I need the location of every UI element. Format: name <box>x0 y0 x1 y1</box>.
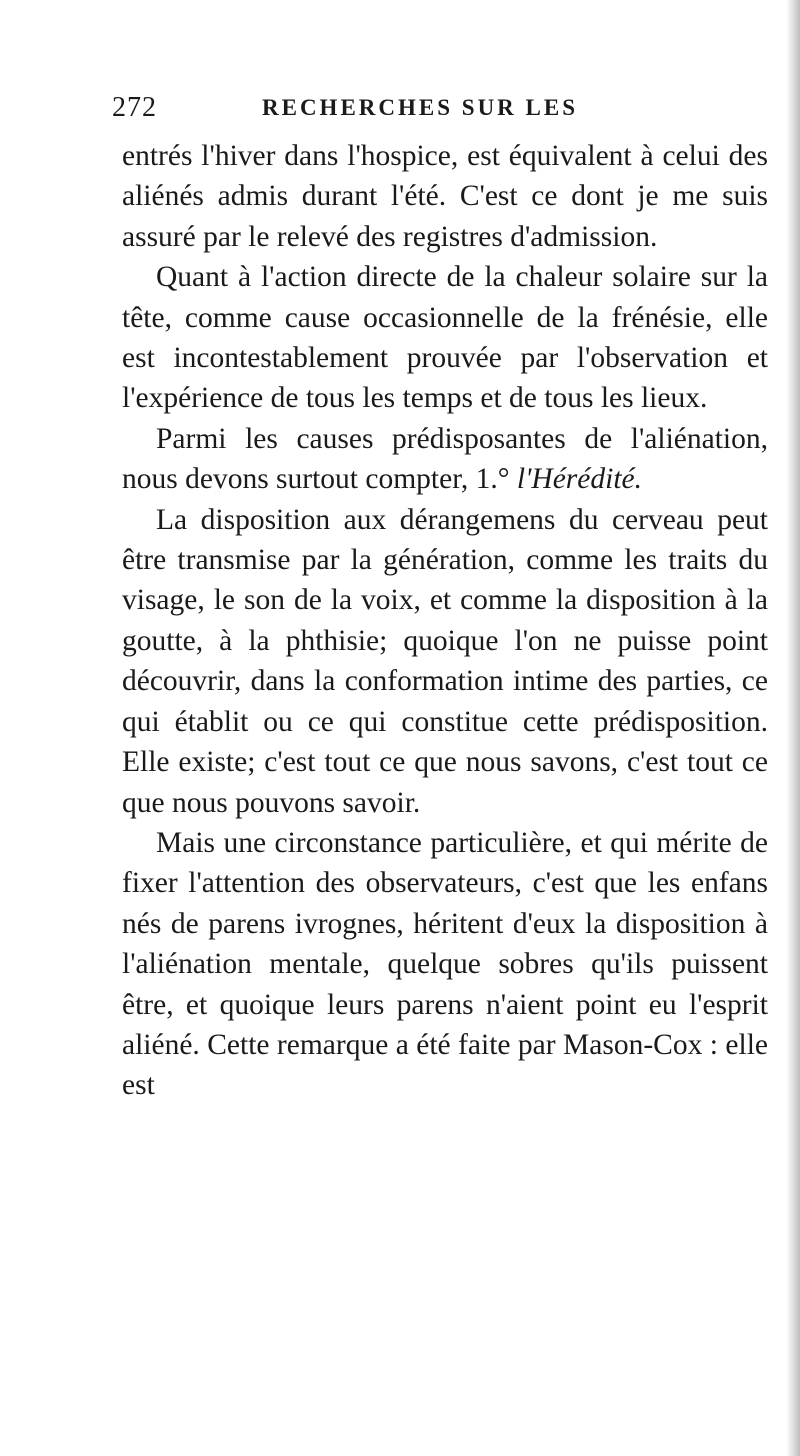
page-header <box>112 92 652 132</box>
paragraph-1-text: entrés l'hiver dans l'hospice, est équivalent à celui des aliénés admis durant l'été. C'est ce dont je me suis assuré par le relevé des registres d'admission. <box>122 140 768 253</box>
body-text <box>122 136 768 1106</box>
running-title: RECHERCHES SUR LES <box>262 95 579 120</box>
paragraph-5-text: Mais une circonstance particulière, et qui mérite de fixer l'attention des observateurs, c'est que les enfans nés de parens ivrognes, héritent d'eux la disposition à l'aliénation mentale, quelque sobres qu'ils puissent être, et quoique leurs parens n'aient point eu l'esprit aliéné. Cette remarque a été faite par Mason-Cox : elle est <box>122 826 768 1102</box>
paragraph-3 <box>122 419 768 500</box>
paragraph-1 <box>122 136 768 257</box>
paragraph-2 <box>122 257 768 419</box>
heredite-emphasis: l'Hérédité. <box>516 463 642 496</box>
paragraph-4 <box>122 500 768 823</box>
paragraph-5 <box>122 823 768 1106</box>
page-edge-shadow <box>786 0 800 1456</box>
page-number: 272 <box>112 92 157 123</box>
paragraph-4-text: La disposition aux dérangemens du cerveau peut être transmise par la génération, comme les traits du visage, le son de la voix, et comme la disposition à la goutte, à la phthisie; quoique l'on ne puisse point découvrir, dans la conformation intime des parties, ce qui établit ou ce qui constitue cette prédisposition. Elle existe; c'est tout ce que nous savons, c'est tout ce que nous pouvons savoir. <box>122 503 768 819</box>
paragraph-3-text: Parmi les causes prédisposantes de l'aliénation, nous devons surtout compter, 1.° <box>122 422 768 496</box>
paragraph-2-text: Quant à l'action directe de la chaleur solaire sur la tête, comme cause occasionnelle de la frénésie, elle est incontestablement prouvée par l'observation et l'expérience de tous les temps et de tous les lieux. <box>122 261 768 415</box>
